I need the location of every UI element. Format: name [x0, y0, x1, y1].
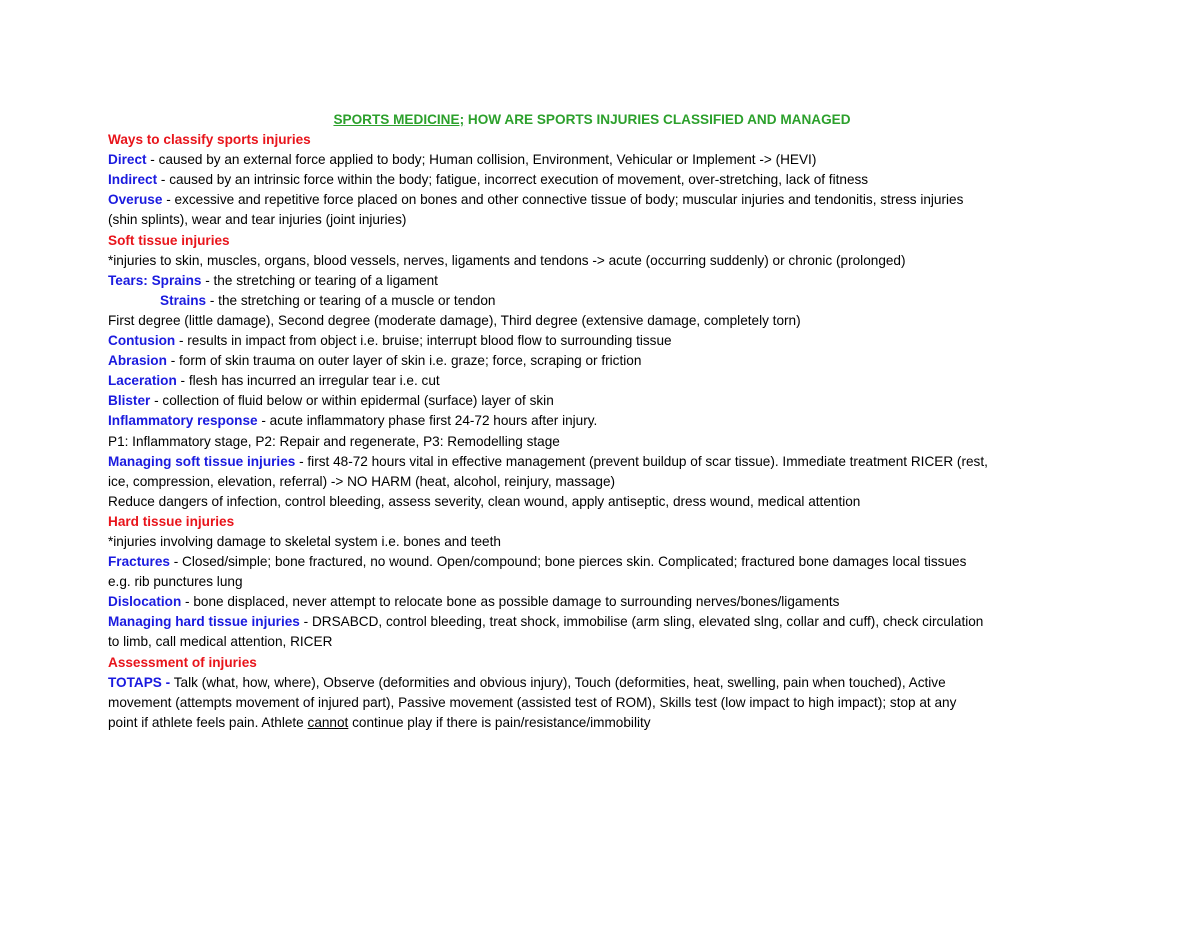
strains-text: - the stretching or tearing of a muscle or tendon [206, 292, 496, 308]
totaps-cannot: cannot [307, 714, 349, 730]
fractures-text-1: - Closed/simple; bone fractured, no wound. Open/compound; bone pierces skin. Complicated; fractured bone damages local tissues [169, 554, 967, 570]
term-overuse: Overuse [108, 192, 163, 208]
totaps-text-3a: point if athlete feels pain. Athlete [108, 714, 308, 730]
soft-note: *injuries to skin, muscles, organs, blood vessels, nerves, ligaments and tendons -> acute (occurring suddenly) or chronic (prolonged) [108, 252, 906, 268]
overuse-text-1: - excessive and repetitive force placed on bones and other connective tissue of body; muscular injuries and tendonitis, stress injuries [162, 192, 964, 208]
heading-classify: Ways to classify sports injuries [108, 132, 311, 148]
overuse-line [108, 190, 1088, 210]
indirect-text: - caused by an intrinsic force within the body; fatigue, incorrect execution of movement, over-stretching, lack of fitness [157, 172, 869, 188]
fractures-line [108, 552, 1088, 572]
managing-hard-line-2: to limb, call medical attention, RICER [108, 634, 333, 650]
hard-note: *injuries involving damage to skeletal system i.e. bones and teeth [108, 533, 501, 549]
dislocation-line [108, 592, 1088, 612]
term-dislocation: Dislocation [108, 594, 182, 610]
dislocation-text: - bone displaced, never attempt to relocate bone as possible damage to surrounding nerves/bones/ligaments [181, 594, 840, 610]
contusion-text: - results in impact from object i.e. bruise; interrupt blood flow to surrounding tissue [175, 333, 672, 349]
inflammatory-text: - acute inflammatory phase first 24-72 hours after injury. [257, 413, 598, 429]
totaps-text-3b: continue play if there is pain/resistance/immobility [348, 714, 651, 730]
title-underlined: SPORTS MEDICINE; [333, 112, 465, 127]
totaps-line [108, 673, 1088, 693]
term-tears-sprains: Tears: Sprains [108, 272, 202, 288]
term-contusion: Contusion [108, 333, 176, 349]
heading-assessment: Assessment of injuries [108, 654, 257, 670]
inflammatory-line [108, 411, 1088, 431]
term-managing-soft: Managing soft tissue injuries [108, 453, 296, 469]
document-page [108, 110, 1088, 733]
managing-soft-text-1: - first 48-72 hours vital in effective management (prevent buildup of scar tissue). Immediate treatment RICER (rest, [295, 453, 988, 469]
heading-hard: Hard tissue injuries [108, 513, 235, 529]
term-abrasion: Abrasion [108, 353, 167, 369]
term-strains: Strains [160, 292, 207, 308]
heading-soft: Soft tissue injuries [108, 232, 230, 248]
stages-line: P1: Inflammatory stage, P2: Repair and regenerate, P3: Remodelling stage [108, 433, 560, 449]
abrasion-line [108, 351, 1088, 371]
reduce-line: Reduce dangers of infection, control bleeding, assess severity, clean wound, apply antiseptic, dress wound, medical attention [108, 493, 861, 509]
overuse-line-2: (shin splints), wear and tear injuries (joint injuries) [108, 212, 407, 228]
tears-text: - the stretching or tearing of a ligament [201, 272, 438, 288]
term-blister: Blister [108, 393, 151, 409]
term-totaps: TOTAPS - [108, 674, 171, 690]
contusion-line [108, 331, 1088, 351]
abrasion-text: - form of skin trauma on outer layer of skin i.e. graze; force, scraping or friction [166, 353, 642, 369]
fractures-line-2: e.g. rib punctures lung [108, 574, 243, 590]
managing-soft-line [108, 452, 1088, 472]
laceration-line [108, 371, 1088, 391]
blister-text: - collection of fluid below or within epidermal (surface) layer of skin [150, 393, 554, 409]
managing-hard-line [108, 612, 1088, 632]
strains-line [108, 291, 1088, 311]
blister-line [108, 391, 1088, 411]
totaps-text-1: Talk (what, how, where), Observe (deformities and obvious injury), Touch (deformities, heat, swelling, pain when touched), Active [170, 674, 946, 690]
direct-text: - caused by an external force applied to body; Human collision, Environment, Vehicular or Implement -> (HEVI) [146, 152, 817, 168]
laceration-text: - flesh has incurred an irregular tear i.e. cut [176, 373, 440, 389]
term-laceration: Laceration [108, 373, 177, 389]
totaps-line-2: movement (attempts movement of injured part), Passive movement (assisted test of ROM), Skills test (low impact to high impact); stop at any [108, 694, 957, 710]
tears-line [108, 271, 1088, 291]
term-fractures: Fractures [108, 554, 170, 570]
totaps-line-3 [108, 713, 1088, 733]
title-rest: HOW ARE SPORTS INJURIES CLASSIFIED AND MANAGED [464, 112, 851, 127]
managing-hard-text-1: - DRSABCD, control bleeding, treat shock, immobilise (arm sling, elevated slng, collar and cuff), check circulation [299, 614, 984, 630]
document-title [108, 110, 1076, 130]
degrees-line: First degree (little damage), Second degree (moderate damage), Third degree (extensive damage, completely torn) [108, 312, 801, 328]
term-indirect: Indirect [108, 172, 158, 188]
managing-soft-line-2: ice, compression, elevation, referral) -> NO HARM (heat, alcohol, reinjury, massage) [108, 473, 616, 489]
term-direct: Direct [108, 152, 147, 168]
term-inflammatory: Inflammatory response [108, 413, 258, 429]
direct-line [108, 150, 1088, 170]
term-managing-hard: Managing hard tissue injuries [108, 614, 300, 630]
indirect-line [108, 170, 1088, 190]
